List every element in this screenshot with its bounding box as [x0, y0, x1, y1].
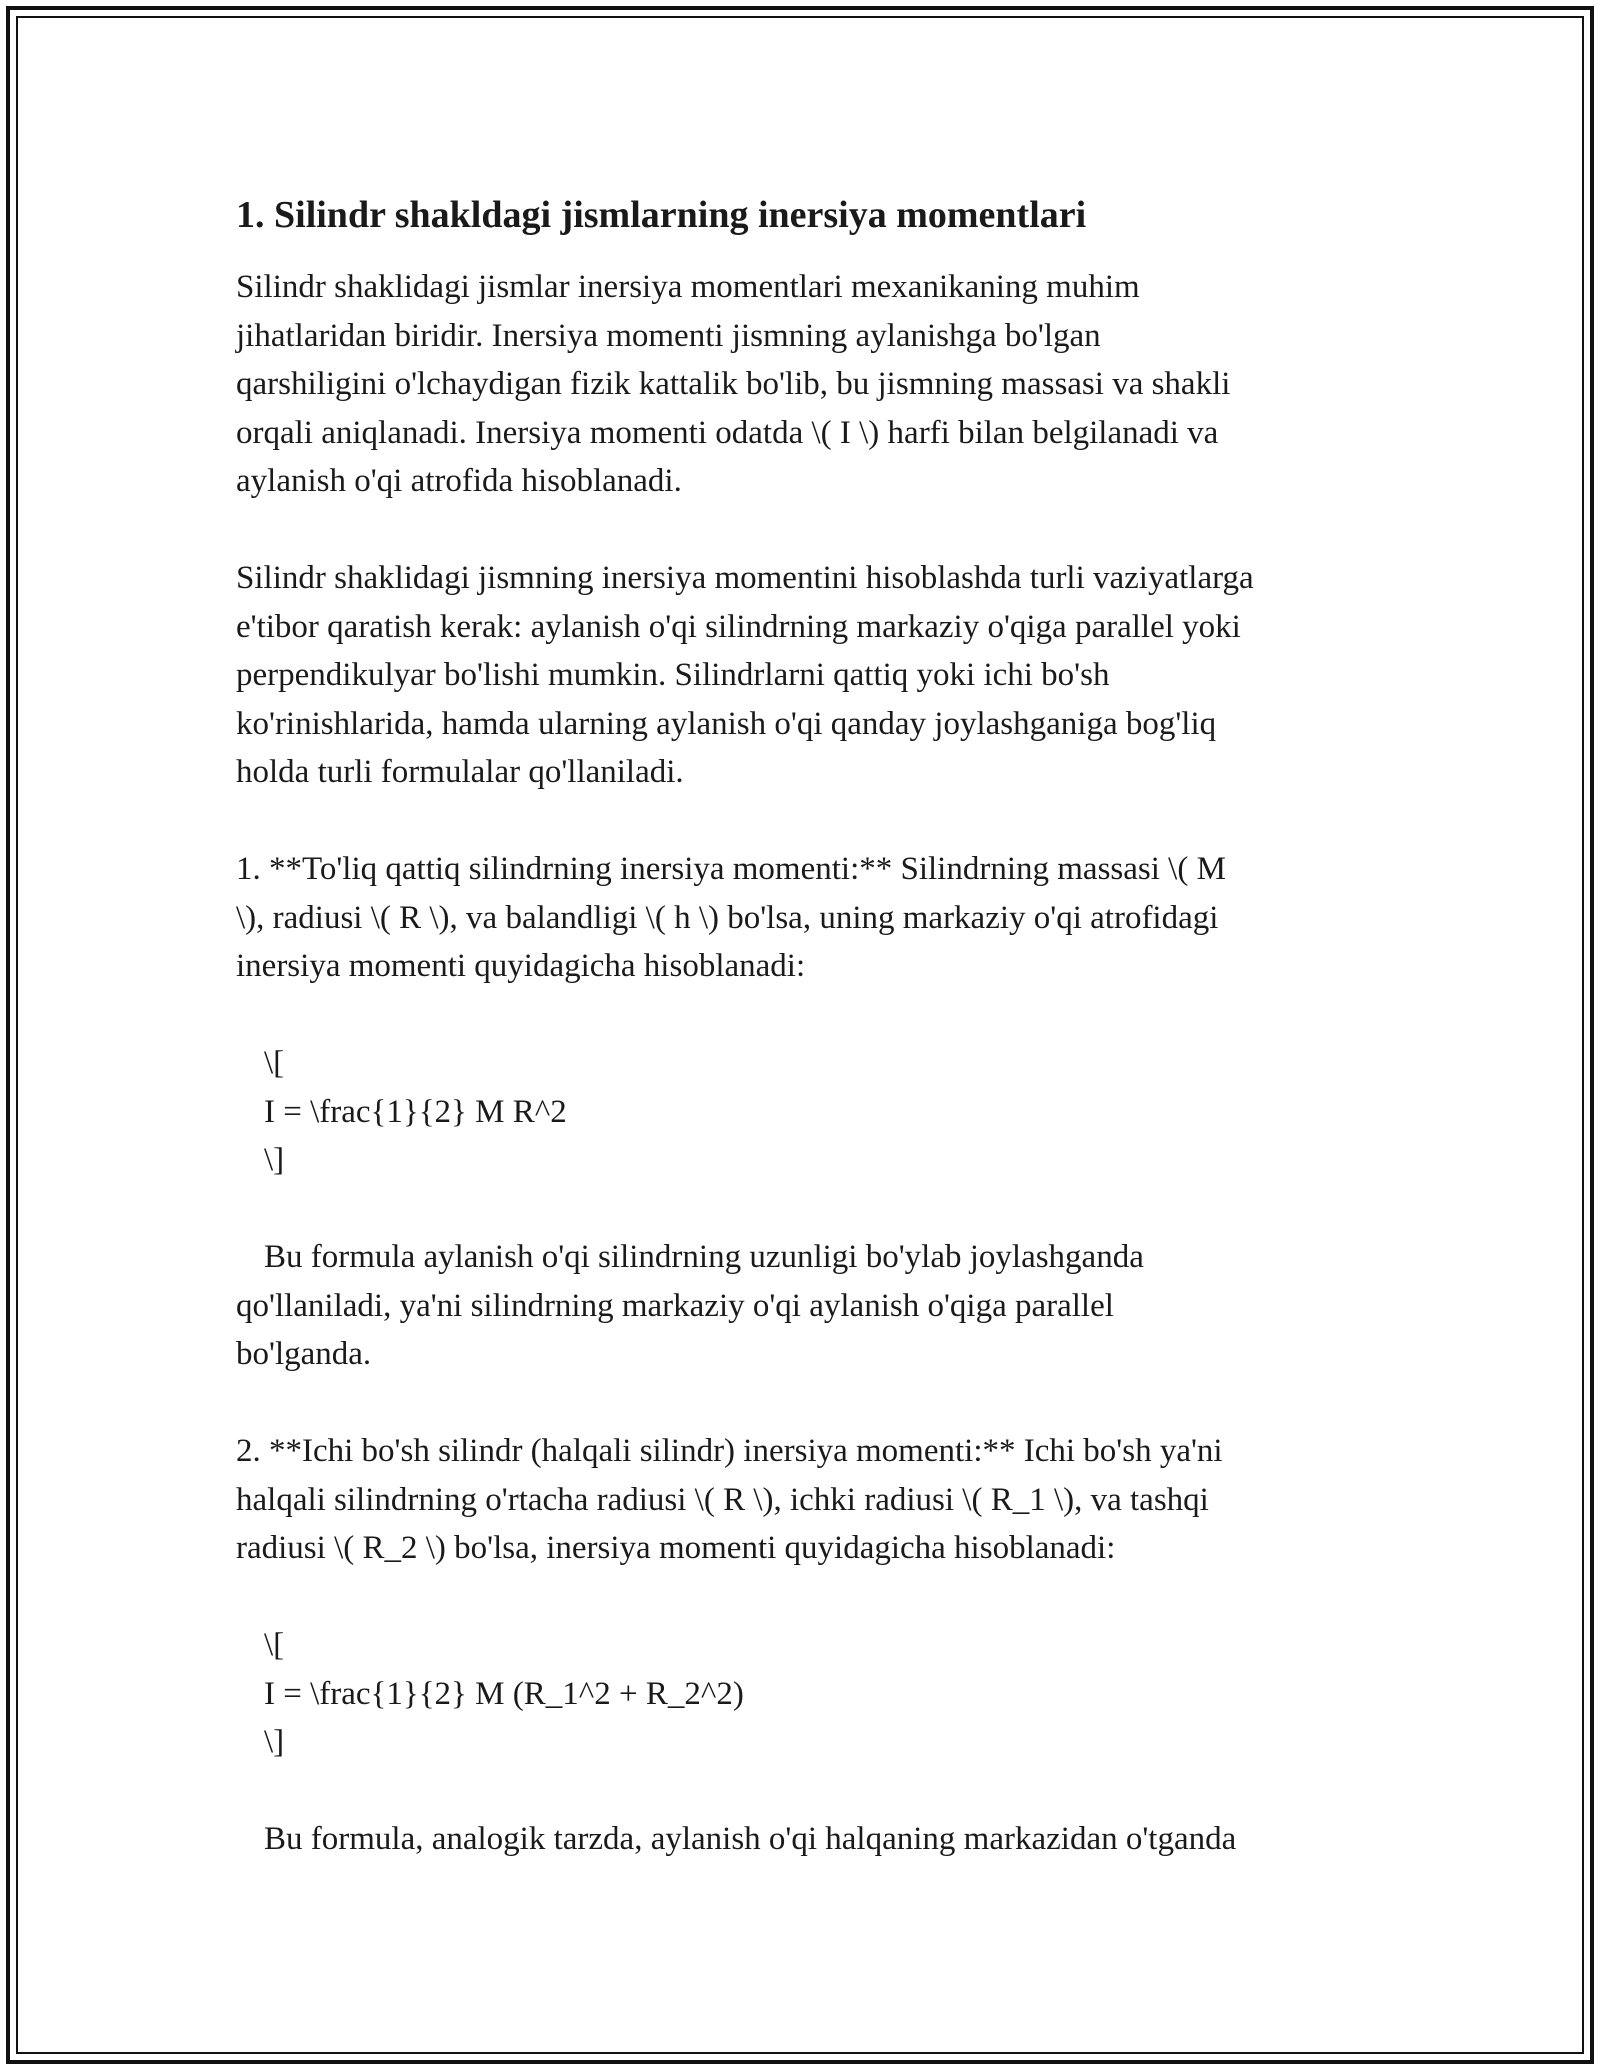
text-line: Silindr shaklidagi jismlar inersiya momentlari mexanikaning muhim [236, 269, 1140, 305]
text-line: aylanish o'qi atrofida hisoblanadi. [236, 463, 682, 499]
text-line: holda turli formulalar qo'llaniladi. [236, 754, 684, 790]
formula-line: \[ [264, 1627, 285, 1663]
text-line: \), radiusi \( R \), va balandligi \( h \) bo'lsa, uning markaziy o'qi atrofidagi [236, 899, 1219, 936]
paragraph-spacer [236, 1185, 1396, 1234]
text-line: orqali aniqlanadi. Inersiya momenti odatda \( I \) harfi bilan belgilanadi va [236, 414, 1219, 451]
text-line: inersiya momenti quyidagicha hisoblanadi: [236, 948, 806, 984]
text-line: qo'llaniladi, ya'ni silindrning markaziy o'qi aylanish o'qiga parallel [236, 1287, 1114, 1324]
paragraph-spacer [236, 991, 1396, 1040]
section-heading: 1. Silindr shakldagi jismlarning inersiya momentlari [236, 194, 1087, 236]
paragraph-spacer [236, 797, 1396, 846]
text-line: 1. **To'liq qattiq silindrning inersiya momenti:** Silindrning massasi \( M [236, 851, 1226, 887]
text-line: bo'lganda. [236, 1336, 372, 1372]
text-line: qarshiligini o'lchaydigan fizik kattalik bo'lib, bu jismning massasi va shakli [236, 366, 1231, 402]
paragraph-spacer [236, 1767, 1396, 1816]
text-line: Bu formula aylanish o'qi silindrning uzunligi bo'ylab joylashganda [264, 1239, 1144, 1275]
formula-line: \] [264, 1142, 285, 1178]
paragraph-spacer [236, 506, 1396, 555]
formula-line: I = \frac{1}{2} M (R_1^2 + R_2^2) [264, 1675, 744, 1712]
formula-line: \[ [264, 1045, 285, 1081]
text-line: halqali silindrning o'rtacha radiusi \( R \), ichki radiusi \( R_1 \), va tashqi [236, 1481, 1209, 1518]
formula-hollow-cylinder [236, 1621, 1396, 1767]
formula-line: I = \frac{1}{2} M R^2 [264, 1093, 567, 1130]
note-hollow-cylinder [236, 1815, 1396, 1864]
text-line: Bu formula, analogik tarzda, aylanish o'qi halqaning markazidan o'tganda [264, 1821, 1237, 1857]
text-line: radiusi \( R_2 \) bo'lsa, inersiya momenti quyidagicha hisoblanadi: [236, 1530, 1116, 1566]
text-line: jihatlaridan biridir. Inersiya momenti jismning aylanishga bo'lgan [236, 317, 1101, 354]
text-line: ko'rinishlarida, hamda ularning aylanish o'qi qanday joylashganiga bog'liq [236, 705, 1217, 742]
paragraph-spacer [236, 1379, 1396, 1428]
paragraph-cases [236, 554, 1396, 797]
text-line: Silindr shaklidagi jismning inersiya momentini hisoblashda turli vaziyatlarga [236, 560, 1254, 596]
text-line: e'tibor qaratish kerak: aylanish o'qi silindrning markaziy o'qiga parallel yoki [236, 608, 1241, 645]
formula-line: \] [264, 1724, 285, 1760]
text-line: 2. **Ichi bo'sh silindr (halqali silindr) inersiya momenti:** Ichi bo'sh ya'ni [236, 1433, 1223, 1469]
paragraph-spacer [236, 1573, 1396, 1622]
note-solid-cylinder [236, 1233, 1396, 1379]
list-item-solid-cylinder [236, 845, 1396, 991]
document-body [236, 185, 1396, 1864]
text-line: perpendikulyar bo'lishi mumkin. Silindrlarni qattiq yoki ichi bo'sh [236, 657, 1110, 693]
list-item-hollow-cylinder [236, 1427, 1396, 1573]
formula-solid-cylinder [236, 1039, 1396, 1185]
paragraph-intro [236, 263, 1396, 506]
